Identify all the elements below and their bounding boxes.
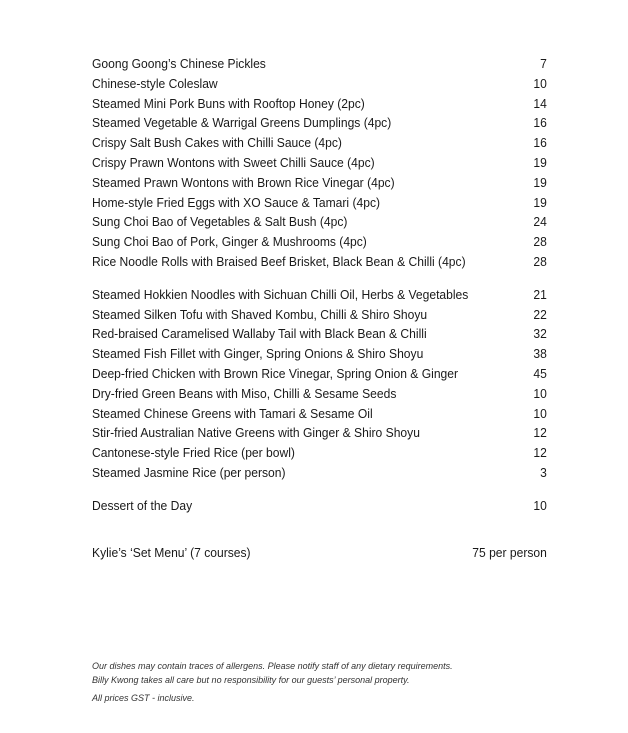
- menu-section-set-menu: [92, 543, 547, 563]
- set-menu-price: 75 per person: [472, 544, 547, 560]
- menu-item-price: 12: [533, 445, 547, 461]
- menu-item-name: Steamed Hokkien Noodles with Sichuan Chilli Oil, Herbs & Vegetables: [92, 286, 469, 302]
- menu-item-price: 21: [533, 286, 547, 302]
- menu-item: [92, 133, 547, 153]
- menu-item: [92, 344, 547, 364]
- menu-item-name: Deep-fried Chicken with Brown Rice Vinegar, Spring Onion & Ginger: [92, 365, 459, 381]
- menu-item-name: Dessert of the Day: [92, 497, 193, 513]
- menu-item: [92, 173, 547, 193]
- menu-item: [92, 443, 547, 463]
- menu-item-name: Steamed Chinese Greens with Tamari & Sesame Oil: [92, 405, 373, 421]
- menu-item: [92, 252, 547, 272]
- menu-item-price: 12: [533, 425, 547, 441]
- menu-item-name: Dry-fried Green Beans with Miso, Chilli & Sesame Seeds: [92, 385, 397, 401]
- menu-item: [92, 212, 547, 232]
- menu-item-name: Red-braised Caramelised Wallaby Tail with Black Bean & Chilli: [92, 326, 427, 342]
- menu-item-price: 19: [533, 194, 547, 210]
- menu-item-name: Goong Goong’s Chinese Pickles: [92, 56, 266, 71]
- menu-item: [92, 113, 547, 133]
- menu-item-name: Steamed Fish Fillet with Ginger, Spring Onions & Shiro Shoyu: [92, 346, 424, 362]
- menu-item-name: Cantonese-style Fried Rice (per bowl): [92, 445, 295, 461]
- set-menu-row: [92, 543, 547, 563]
- menu-item-price: 16: [533, 115, 547, 131]
- menu-item-name: Steamed Jasmine Rice (per person): [92, 464, 286, 480]
- menu-item: [92, 74, 547, 94]
- menu-item-price: 32: [533, 326, 547, 342]
- property-note: Billy Kwong takes all care but no responsibility for our guests’ personal property.: [92, 674, 410, 685]
- menu-item: [92, 404, 547, 424]
- menu-item-name: Steamed Prawn Wontons with Brown Rice Vinegar (4pc): [92, 174, 395, 190]
- allergen-note: Our dishes may contain traces of allergens. Please notify staff of any dietary requirements.: [92, 661, 453, 671]
- menu-item-price: 14: [533, 95, 547, 111]
- footer-notes: [92, 660, 453, 706]
- menu-section-main-dishes: [92, 285, 547, 483]
- menu-item-name: Home-style Fried Eggs with XO Sauce & Tamari (4pc): [92, 194, 381, 210]
- menu-item-price: 16: [533, 135, 547, 151]
- menu-section-small-dishes: [92, 54, 547, 272]
- menu-item-price: 10: [533, 405, 547, 421]
- menu-item-name: Stir-fried Australian Native Greens with Ginger & Shiro Shoyu: [92, 425, 420, 441]
- menu-item: [92, 305, 547, 325]
- menu-item-name: Steamed Mini Pork Buns with Rooftop Honey (2pc): [92, 95, 365, 111]
- menu-item-price: 10: [533, 75, 547, 91]
- menu-item: [92, 232, 547, 252]
- menu-item: [92, 153, 547, 173]
- menu-item-price: 38: [533, 346, 547, 362]
- menu-item-name: Crispy Prawn Wontons with Sweet Chilli Sauce (4pc): [92, 154, 375, 170]
- menu-item: [92, 324, 547, 344]
- menu-item-price: 24: [533, 214, 547, 230]
- menu-item-name: Sung Choi Bao of Vegetables & Salt Bush (4pc): [92, 214, 348, 230]
- menu-item-price: 28: [533, 234, 547, 250]
- menu-item: [92, 94, 547, 114]
- menu-item: [92, 193, 547, 213]
- menu-item-name: Chinese-style Coleslaw: [92, 75, 218, 91]
- menu-item-price: 10: [533, 497, 547, 513]
- menu-item-price: 3: [540, 464, 547, 480]
- set-menu-name: Kylie’s ‘Set Menu’ (7 courses): [92, 544, 251, 560]
- menu-item-name: Sung Choi Bao of Pork, Ginger & Mushrooms (4pc): [92, 234, 367, 250]
- gst-note: All prices GST - inclusive.: [92, 693, 195, 703]
- menu-item: [92, 463, 547, 483]
- menu-item: [92, 496, 547, 516]
- menu-item: [92, 384, 547, 404]
- menu-item: [92, 285, 547, 305]
- menu-item-price: 19: [533, 154, 547, 170]
- menu-item-price: 7: [540, 56, 547, 71]
- menu-item-name: Steamed Silken Tofu with Shaved Kombu, Chilli & Shiro Shoyu: [92, 306, 428, 322]
- menu-item-price: 10: [533, 385, 547, 401]
- menu-item-name: Steamed Vegetable & Warrigal Greens Dumplings (4pc): [92, 115, 392, 131]
- menu-section-dessert: [92, 496, 547, 516]
- menu-item: [92, 54, 547, 74]
- menu-item: [92, 423, 547, 443]
- menu-item: [92, 364, 547, 384]
- menu-item-name: Rice Noodle Rolls with Braised Beef Brisket, Black Bean & Chilli (4pc): [92, 253, 466, 269]
- menu-item-price: 28: [533, 253, 547, 269]
- menu-item-name: Crispy Salt Bush Cakes with Chilli Sauce (4pc): [92, 135, 342, 151]
- menu-item-price: 19: [533, 174, 547, 190]
- menu-item-price: 22: [533, 306, 547, 322]
- menu-item-price: 45: [533, 365, 547, 381]
- menu-list: [92, 54, 547, 562]
